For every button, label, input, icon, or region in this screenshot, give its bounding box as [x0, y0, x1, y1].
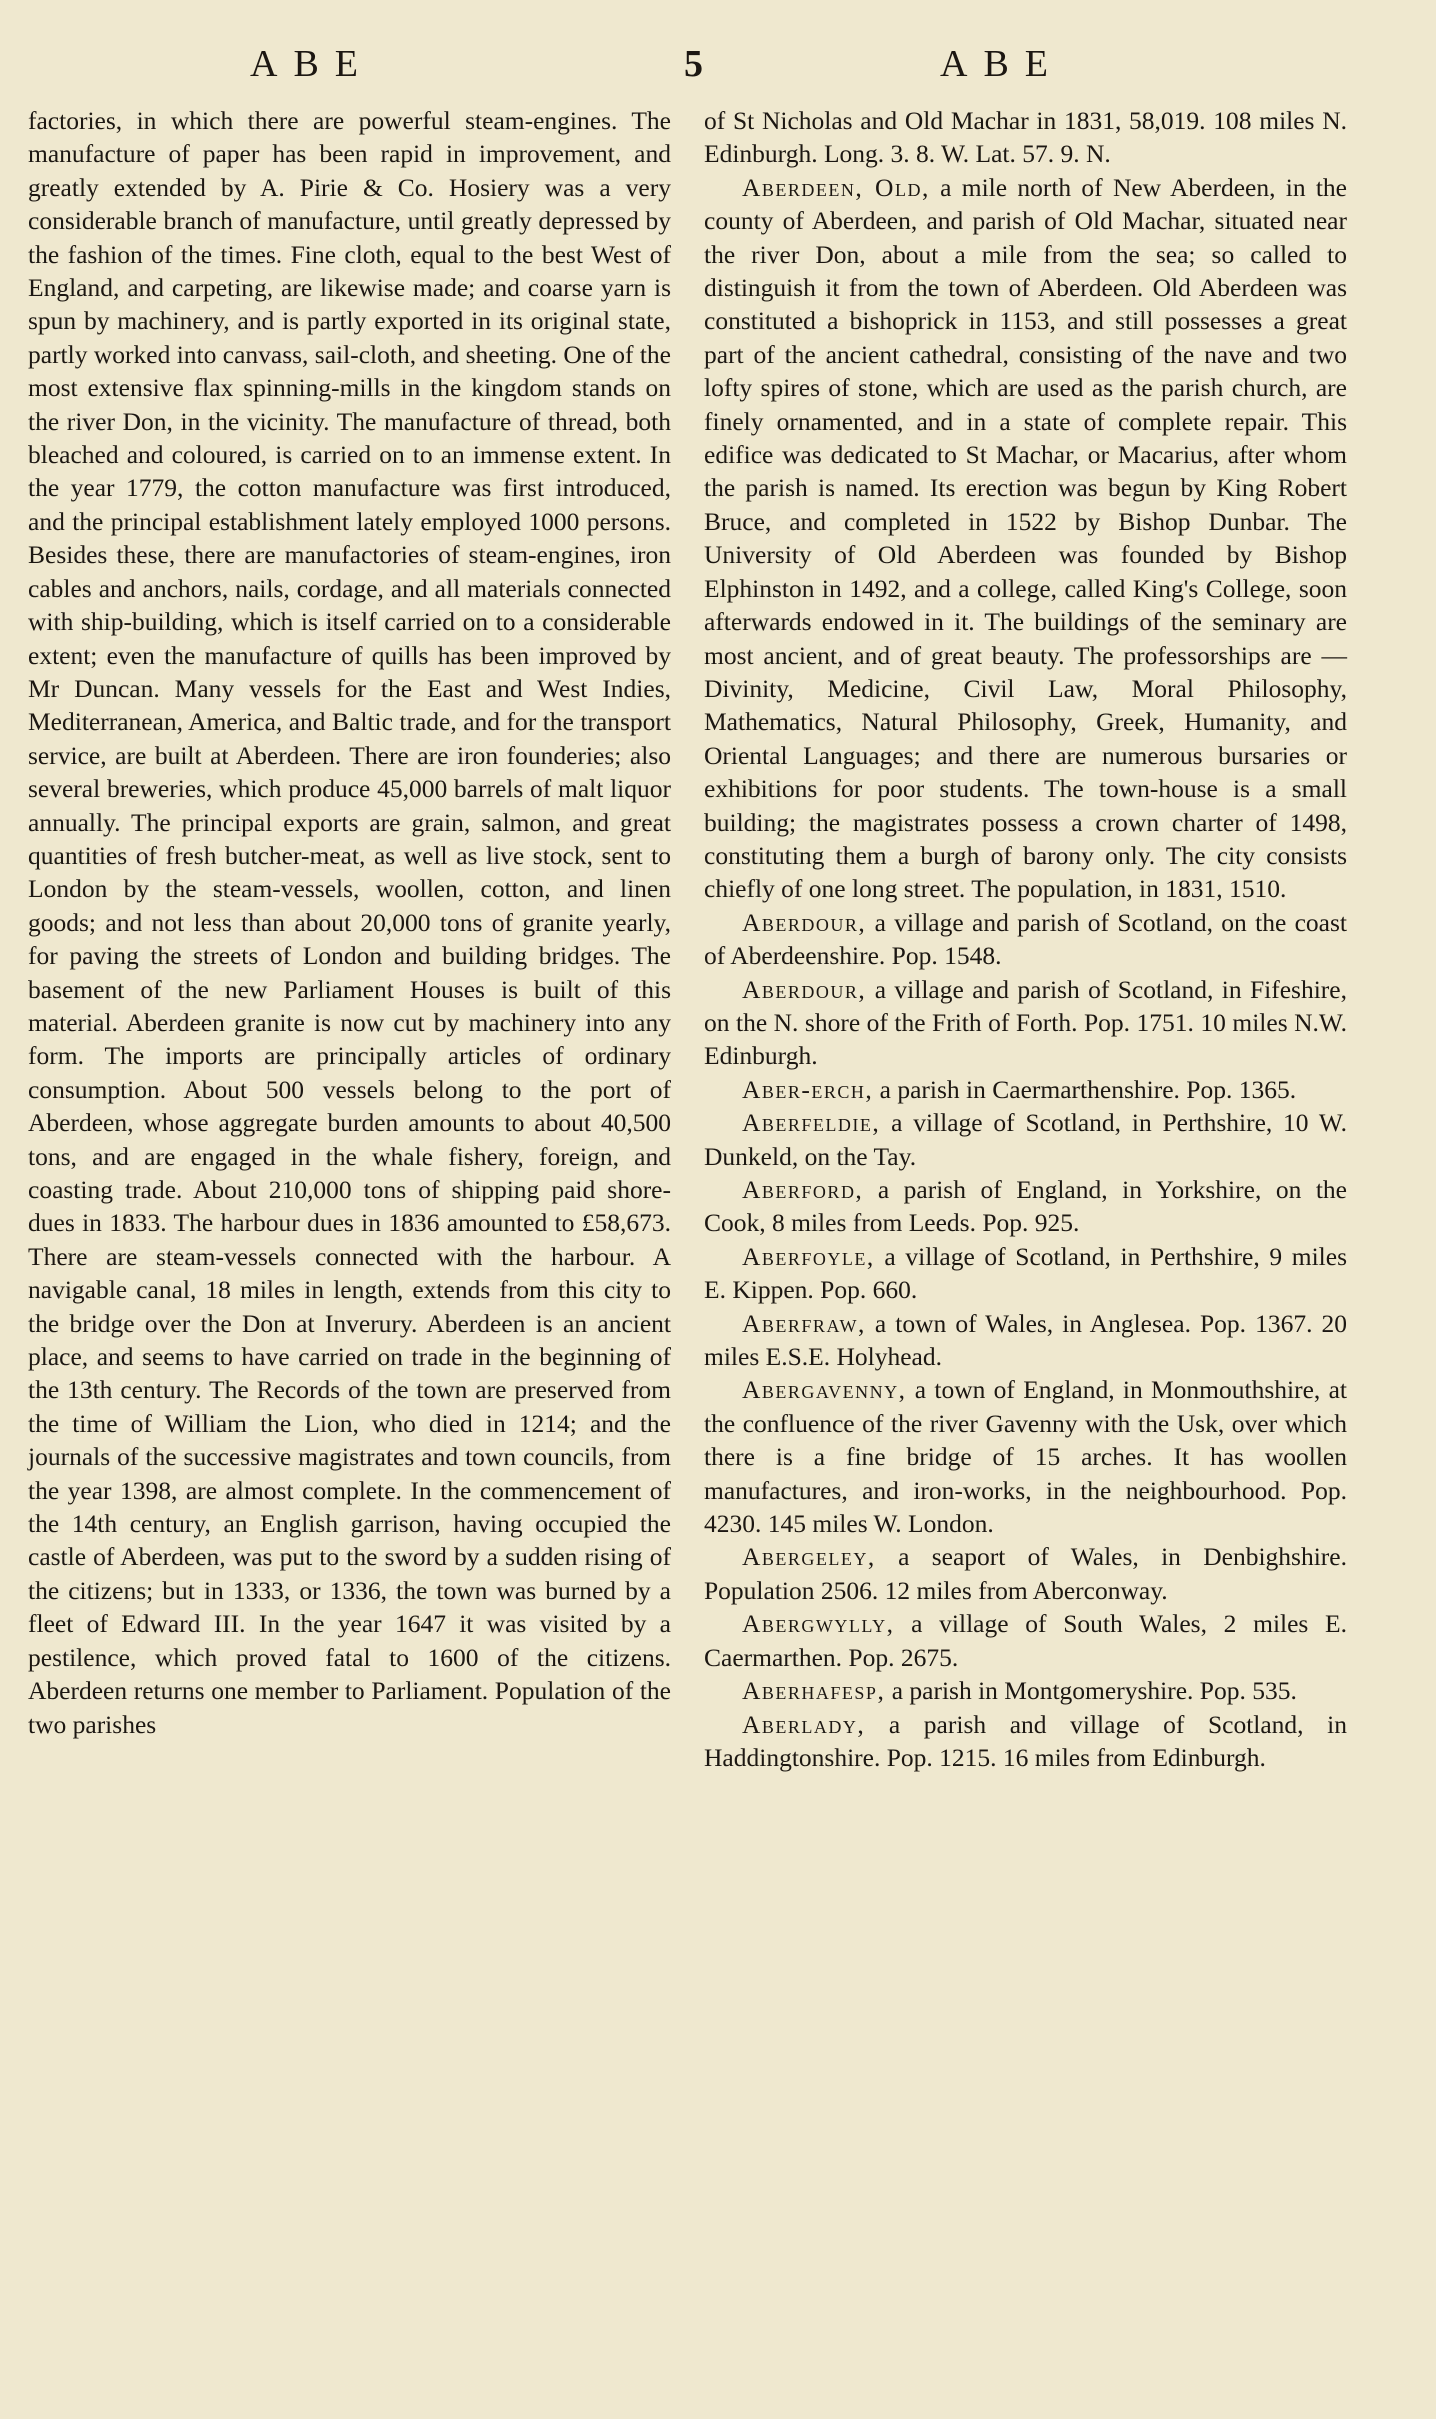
entry-headword: Aberfoyle,	[742, 1241, 875, 1271]
entry-body: a parish in Montgomeryshire. Pop. 535.	[885, 1676, 1297, 1706]
entry-body: a parish and village of Scotland, in Haddingtonshire. Pop. 1215. 16 miles from Edinburgh.	[704, 1709, 1347, 1772]
gazetteer-entry	[704, 1708, 1347, 1775]
entry-headword: Aberdour,	[742, 974, 867, 1004]
gazetteer-entry	[704, 906, 1347, 973]
entry-body: a parish in Caermarthenshire. Pop. 1365.	[873, 1074, 1297, 1104]
entry-body: a parish of England, in Yorkshire, on the Cook, 8 miles from Leeds. Pop. 925.	[704, 1175, 1347, 1238]
entry-list	[704, 171, 1347, 1775]
entry-headword: Aberfraw,	[742, 1308, 866, 1338]
gazetteer-entry	[704, 1674, 1347, 1707]
entry-body: a seaport of Wales, in Denbighshire. Population 2506. 12 miles from Aberconway.	[704, 1542, 1347, 1605]
running-head-left: ABE	[250, 43, 374, 85]
gazetteer-entry	[704, 1607, 1347, 1674]
entry-headword: Abergavenny,	[742, 1375, 907, 1405]
entry-body: a village of Scotland, in Perthshire, 9 miles E. Kippen. Pop. 660.	[704, 1241, 1347, 1305]
entry-body: a village and parish of Scotland, in Fifeshire, on the N. shore of the Frith of Forth. Pop. 1751. 10 miles N.W. Edinburgh.	[704, 974, 1347, 1071]
page-number: 5	[684, 43, 703, 85]
entry-headword: Aberlady,	[742, 1709, 866, 1739]
gazetteer-entry	[704, 1240, 1347, 1307]
gazetteer-entry	[704, 1106, 1347, 1173]
entry-body: a village of South Wales, 2 miles E. Caermarthen. Pop. 2675.	[704, 1609, 1347, 1672]
entry-headword: Abergeley,	[742, 1542, 876, 1572]
continuation-text: of St Nicholas and Old Machar in 1831, 58,019. 108 miles N. Edinburgh. Long. 3. 8. W. Lat. 57. 9. N.	[704, 106, 1347, 169]
gazetteer-entry	[704, 1307, 1347, 1374]
gazetteer-entry	[704, 171, 1347, 906]
entry-headword: Aberford,	[742, 1175, 864, 1204]
left-column-text: factories, in which there are powerful steam-engines. The manufacture of paper has been rapid in improvement, and greatly extended by A. Pirie & Co. Hosiery was a very considerable branch of manufacture, until greatly depressed by the fashion of the times. Fine cloth, equal to the best West of England, and carpeting, are likewise made; and coarse yarn is spun by machinery, and is partly exported in its original state, partly worked into canvass, sail-cloth, and sheeting. One of the most extensive flax spinning-mills in the kingdom stands on the river Don, in the vicinity. The manufacture of thread, both bleached and coloured, is carried on to an immense extent. In the year 1779, the cotton manufacture was first introduced, and the principal establishment lately employed 1000 persons. Besides these, there are manufactories of steam-engines, iron cables and anchors, nails, cordage, and all materials connected with ship-building, which is itself carried on to a considerable extent; even the manufacture of quills has been improved by Mr Duncan. Many vessels for the East and West Indies, Mediterranean, America, and Baltic trade, and for the transport service, are built at Aberdeen. There are iron founderies; also several breweries, which produce 45,000 barrels of malt liquor annually. The principal exports are grain, salmon, and great quantities of fresh butcher-meat, as well as live stock, sent to London by the steam-vessels, woollen, cotton, and linen goods; and not less than about 20,000 tons of granite yearly, for paving the streets of London and building bridges. The basement of the new Parliament Houses is built of this material. Aberdeen granite is now cut by machinery into any form. The imports are principally articles of ordinary consumption. About 500 vessels belong to the port of Aberdeen, whose aggregate burden amounts to about 40,500 tons, and are engaged in the whale fishery, foreign, and coasting trade. About 210,000 tons of shipping paid shore-dues in 1833. The harbour dues in 1836 amounted to £58,673. There are steam-vessels connected with the harbour. A navigable canal, 18 miles in length, extends from this city to the bridge over the Don at Inverury. Aberdeen is an ancient place, and seems to have carried on trade in the beginning of the 13th century. The Records of the town are preserved from the time of William the Lion, who died in 1214; and the journals of the successive magistrates and town councils, from the year 1398, are almost complete. In the commencement of the 14th century, an English garrison, having occupied the castle of Aberdeen, was put to the sword by a sudden rising of the citizens; but in 1333, or 1336, the town was burned by a fleet of Edward III. In the year 1647 it was visited by a pestilence, which proved fatal to 1600 of the citizens. Aberdeen returns one member to Parliament. Population of the two parishes	[28, 106, 671, 1739]
entry-headword: Aberdeen, Old,	[742, 172, 930, 202]
left-column	[28, 104, 671, 1741]
running-head-right: ABE	[940, 43, 1064, 85]
entry-headword: Aberfeldie,	[742, 1108, 881, 1138]
gazetteer-entry	[704, 1073, 1347, 1106]
gazetteer-entry	[704, 1373, 1347, 1540]
entry-body: a town of England, in Monmouthshire, at the confluence of the river Gavenny with the Usk, over which there is a fine bridge of 15 arches. It has woollen manufactures, and iron-works, in the neighbourhood. Pop. 4230. 145 miles W. London.	[704, 1375, 1347, 1539]
entry-body: a town of Wales, in Anglesea. Pop. 1367. 20 miles E.S.E. Holyhead.	[704, 1308, 1347, 1372]
entry-headword: Aber-erch,	[742, 1074, 874, 1104]
right-column	[704, 104, 1347, 1774]
entry-headword: Aberhafesp,	[742, 1676, 886, 1706]
entry-body: a village and parish of Scotland, on the coast of Aberdeenshire. Pop. 1548.	[704, 907, 1347, 971]
entry-body: a mile north of New Aberdeen, in the county of Aberdeen, and parish of Old Machar, situated near the river Don, about a mile from the sea; so called to distinguish it from the town of Aberdeen. Old Aberdeen was constituted a bishoprick in 1153, and still possesses a great part of the ancient cathedral, consisting of the nave and two lofty spires of stone, which are used as the parish church, are finely ornamented, and in a state of complete repair. This edifice was dedicated to St Machar, or Macarius, after whom the parish is named. Its erection was begun by King Robert Bruce, and completed in 1522 by Bishop Dunbar. The University of Old Aberdeen was founded by Bishop Elphinston in 1492, and a college, called King's College, soon afterwards endowed in it. The buildings of the seminary are most ancient, and of great beauty. The professorships are — Divinity, Medicine, Civil Law, Moral Philosophy, Mathematics, Natural Philosophy, Greek, Humanity, and Oriental Languages; and there are numerous bursaries or exhibitions for poor students. The town-house is a small building; the magistrates possess a crown charter of 1498, constituting them a burgh of barony only. The city consists chiefly of one long street. The population, in 1831, 1510.	[704, 172, 1347, 904]
gazetteer-entry	[704, 973, 1347, 1073]
entry-headword: Abergwylly,	[742, 1609, 895, 1639]
entry-headword: Aberdour,	[742, 907, 867, 937]
gazetteer-entry	[704, 1540, 1347, 1607]
gazetteer-entry	[704, 1173, 1347, 1240]
entry-body: a village of Scotland, in Perthshire, 10 W. Dunkeld, on the Tay.	[704, 1108, 1347, 1171]
